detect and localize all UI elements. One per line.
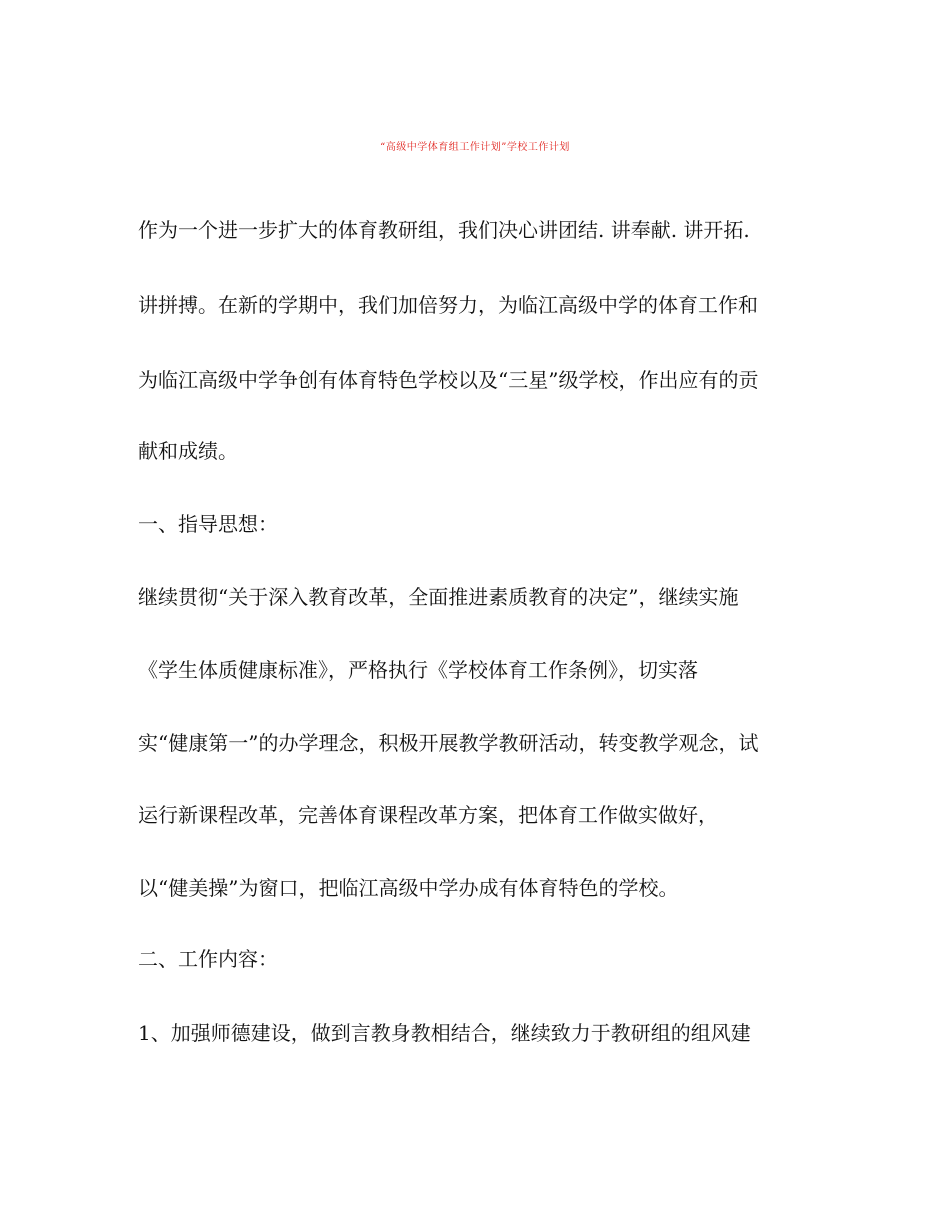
paragraph-line: 讲拼搏。在新的学期中，我们加倍努力，为临江高级中学的体育工作和 [138,293,758,317]
section-heading: 二、工作内容： [138,947,278,971]
paragraph-line: 《学生体质健康标准》，严格执行《学校体育工作条例》，切实落 [138,658,698,682]
paragraph-line: 献和成绩。 [138,439,238,463]
document-title: “高级中学体育组工作计划”学校工作计划 [380,142,570,153]
paragraph-line: 继续贯彻“关于深入教育改革，全面推进素质教育的决定”，继续实施 [138,585,739,609]
section-heading: 一、指导思想： [138,512,278,536]
paragraph-line: 实“健康第一”的办学理念，积极开展教学教研活动，转变教学观念，试 [138,731,759,755]
paragraph-line: 运行新课程改革，完善体育课程改革方案，把体育工作做实做好， [138,803,718,827]
paragraph-line: 1、加强师德建设，做到言教身教相结合，继续致力于教研组的组风建 [138,1021,751,1045]
paragraph-line: 为临江高级中学争创有体育特色学校以及“三星”级学校，作出应有的贡 [138,368,759,392]
paragraph-line: 作为一个进一步扩大的体育教研组，我们决心讲团结. 讲奉献. 讲开拓. [138,218,750,242]
paragraph-line: 以“健美操”为窗口，把临江高级中学办成有体育特色的学校。 [138,876,679,900]
